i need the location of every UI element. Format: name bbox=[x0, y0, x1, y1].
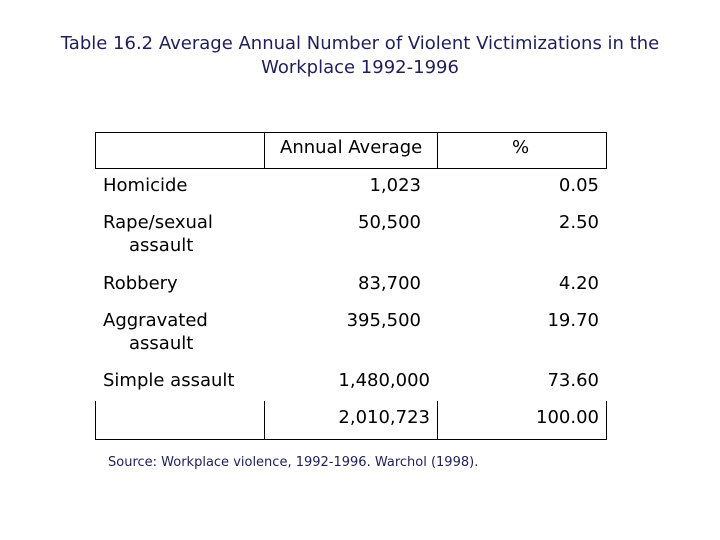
row-label-rape-sexual-assault bbox=[103, 211, 263, 257]
cell-percent-total: 100.00 bbox=[536, 407, 599, 428]
cell-percent-simple-assault: 73.60 bbox=[547, 370, 599, 391]
row-label-text: Homicide bbox=[103, 175, 188, 196]
row-label-robbery bbox=[103, 272, 263, 295]
cell-average-homicide: 1,023 bbox=[369, 175, 421, 196]
cell-percent-rape-sexual-assault: 2.50 bbox=[558, 212, 599, 233]
cell-average-aggravated-assault: 395,500 bbox=[346, 310, 421, 331]
cell-average-rape-sexual-assault: 50,500 bbox=[358, 212, 421, 233]
row-label-homicide bbox=[103, 174, 263, 197]
victimization-table bbox=[95, 132, 607, 440]
row-label-text: Robbery bbox=[103, 273, 178, 294]
cell-average-total: 2,010,723 bbox=[338, 407, 430, 428]
row-label-text-2: assault bbox=[129, 235, 194, 256]
header-percent: % bbox=[512, 137, 530, 158]
source-note: Source: Workplace violence, 1992-1996. Warchol (1998). bbox=[108, 455, 479, 470]
row-label-text: Rape/sexual bbox=[103, 212, 213, 233]
row-label-text: Aggravated bbox=[103, 310, 208, 331]
header-annual-average: Annual Average bbox=[280, 137, 423, 158]
cell-average-robbery: 83,700 bbox=[358, 273, 421, 294]
cell-average-simple-assault: 1,480,000 bbox=[338, 370, 430, 391]
page-title bbox=[0, 32, 720, 80]
row-label-aggravated-assault bbox=[103, 309, 263, 355]
cell-percent-homicide: 0.05 bbox=[558, 175, 599, 196]
row-label-simple-assault bbox=[103, 369, 263, 392]
cell-percent-robbery: 4.20 bbox=[558, 273, 599, 294]
row-label-text-2: assault bbox=[129, 333, 194, 354]
row-label-text: Simple assault bbox=[103, 370, 235, 391]
title-line-2: Workplace 1992-1996 bbox=[261, 57, 459, 78]
cell-percent-aggravated-assault: 19.70 bbox=[547, 310, 599, 331]
title-line-1: Table 16.2 Average Annual Number of Violent Victimizations in the bbox=[60, 33, 660, 54]
